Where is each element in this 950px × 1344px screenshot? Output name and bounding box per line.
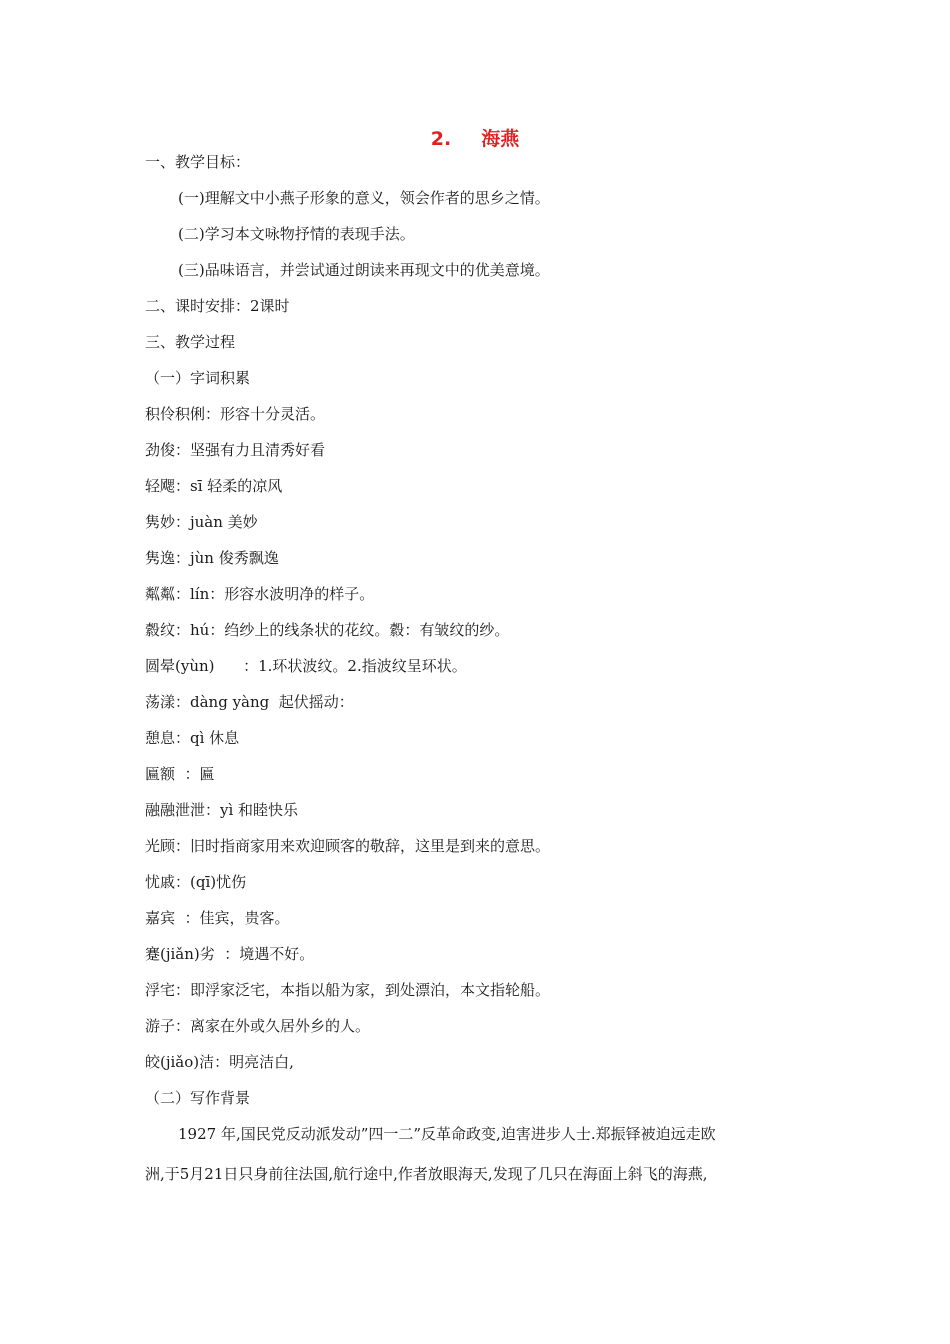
schedule-line: 二、课时安排：2课时 — [145, 297, 290, 315]
vocab-item: 蹇(jiǎn)劣 ：境遇不好。 — [145, 945, 315, 963]
background-line-2: 洲,于5月21日只身前往法国,航行途中,作者放眼海天,发现了几只在海面上斜飞的海燕, — [145, 1165, 708, 1183]
vocab-item: 縠纹：hú：绉纱上的线条状的花纹。縠：有皱纹的纱。 — [145, 621, 510, 639]
background-heading: （二）写作背景 — [145, 1089, 251, 1107]
vocab-item: 荡漾：dàng yàng 起伏摇动： — [145, 693, 354, 711]
title-number: 2. — [430, 128, 452, 150]
vocab-item: 隽妙：juàn 美妙 — [145, 513, 258, 531]
objectives-heading: 一、教学目标： — [145, 153, 251, 171]
vocab-item: 嘉宾 ：佳宾，贵客。 — [145, 909, 290, 927]
vocab-item: 光顾：旧时指商家用来欢迎顾客的敬辞，这里是到来的意思。 — [145, 837, 551, 855]
vocab-item: 憩息：qì 休息 — [145, 729, 240, 747]
objective-item-3: (三)品味语言，并尝试通过朗读来再现文中的优美意境。 — [178, 261, 550, 279]
vocab-item: 皎(jiǎo)洁：明亮洁白, — [145, 1053, 294, 1071]
vocab-item: 浮宅：即浮家泛宅，本指以船为家，到处漂泊，本文指轮船。 — [145, 981, 551, 999]
process-heading: 三、教学过程 — [145, 333, 236, 351]
vocab-item: 劲俊：坚强有力且清秀好看 — [145, 441, 326, 459]
objective-item-2: (二)学习本文咏物抒情的表现手法。 — [178, 225, 415, 243]
vocab-item: 融融泄泄：yì 和睦快乐 — [145, 801, 299, 819]
objective-item-1: (一)理解文中小燕子形象的意义，领会作者的思乡之情。 — [178, 189, 550, 207]
vocab-item: 匾额 ：匾 — [145, 765, 215, 783]
page-title — [0, 124, 950, 151]
vocab-heading: （一）字词积累 — [145, 369, 251, 387]
title-text: 海燕 — [481, 128, 520, 150]
vocab-item: 忧戚：(qī)忧伤 — [145, 873, 247, 891]
vocab-item: 圆晕(yùn) ：1.环状波纹。2.指波纹呈环状。 — [145, 657, 467, 675]
background-line-1: 1927 年,国民党反动派发动”四一二”反革命政变,迫害进步人士.郑振铎被迫远走欧 — [178, 1125, 716, 1143]
vocab-item: 轻飔：sī 轻柔的凉风 — [145, 477, 283, 495]
vocab-item: 粼粼：lín：形容水波明净的样子。 — [145, 585, 375, 603]
vocab-item: 游子：离家在外或久居外乡的人。 — [145, 1017, 371, 1035]
vocab-item: 隽逸：jùn 俊秀飘逸 — [145, 549, 279, 567]
vocab-item: 积伶积俐：形容十分灵活。 — [145, 405, 326, 423]
